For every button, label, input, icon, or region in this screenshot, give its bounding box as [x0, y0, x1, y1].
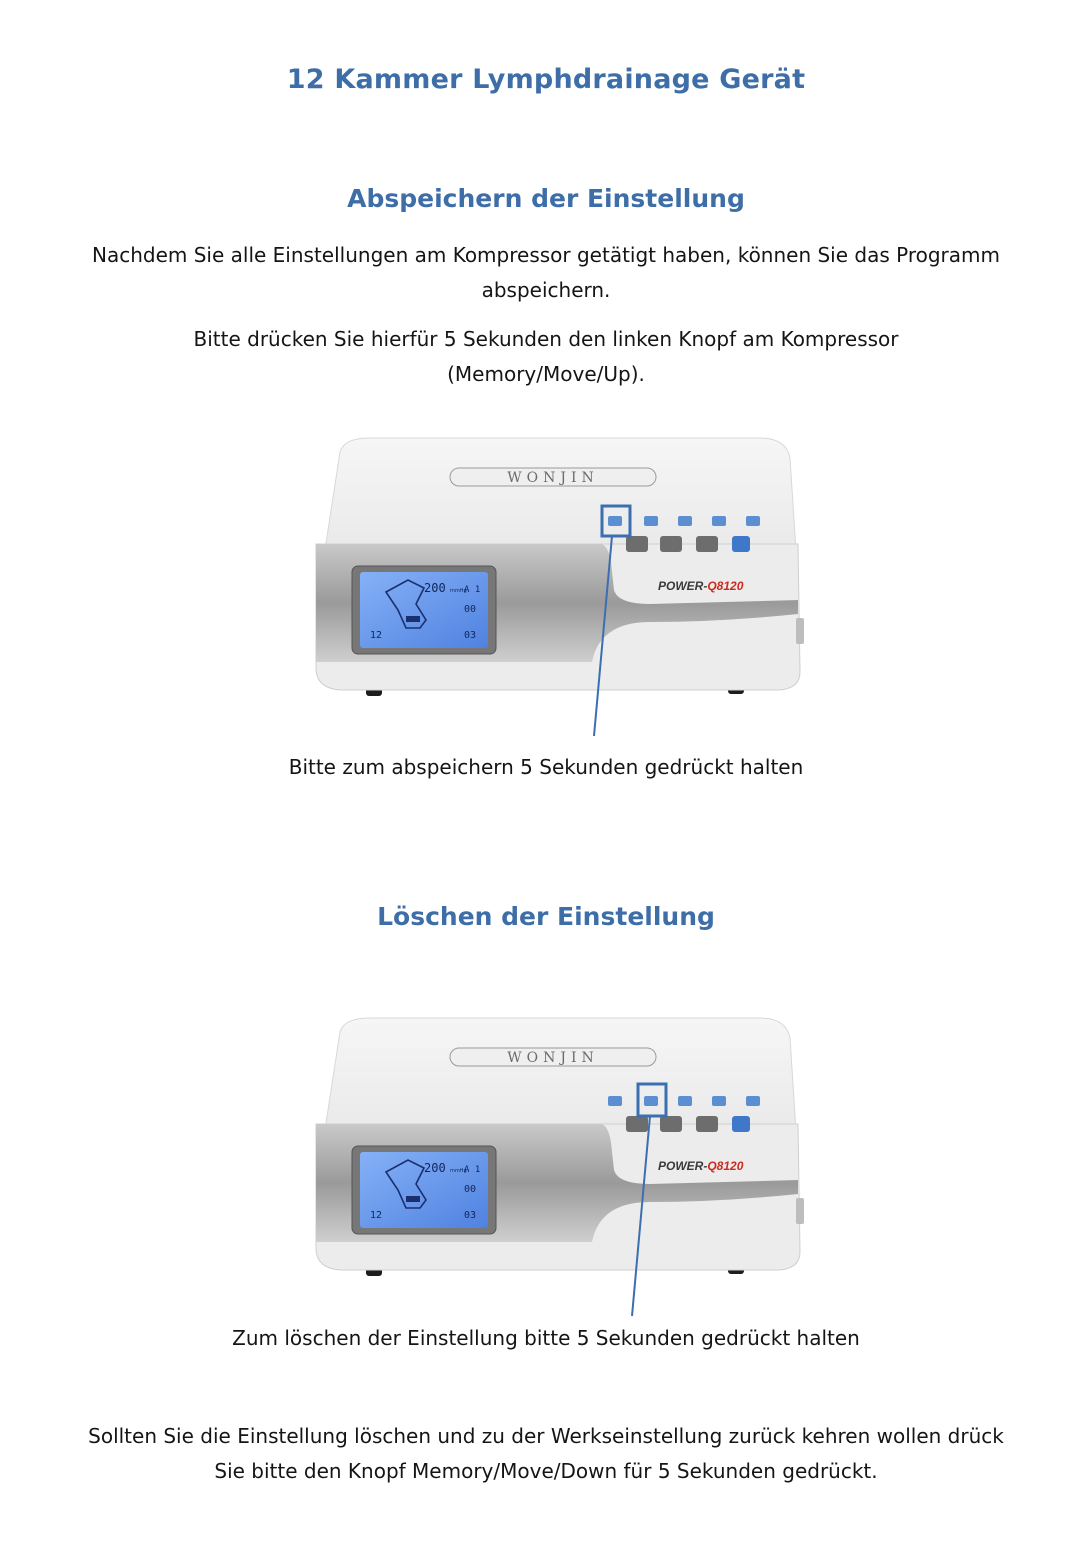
power-button[interactable] — [732, 536, 750, 552]
control-key[interactable] — [660, 536, 682, 552]
section-heading-delete: Löschen der Einstellung — [377, 902, 715, 931]
paragraph-line: Sie bitte den Knopf Memory/Move/Down für 5 Sekunden gedrückt. — [214, 1459, 878, 1483]
down-button[interactable] — [712, 1096, 726, 1106]
lcd-pressure-unit: mmHg — [450, 1168, 467, 1174]
model-label: POWER-Q8120 — [658, 1159, 744, 1173]
figure-caption-delete: Zum löschen der Einstellung bitte 5 Sekunden gedrückt halten — [232, 1326, 860, 1350]
control-key[interactable] — [696, 536, 718, 552]
up-button[interactable] — [746, 1096, 760, 1106]
paragraph-line: Nachdem Sie alle Einstellungen am Kompressor getätigt haben, können Sie das Programm — [92, 243, 1000, 267]
lcd-mode: A 1 — [464, 585, 481, 595]
control-key[interactable] — [696, 1116, 718, 1132]
lcd-pressure: 200 — [424, 1161, 446, 1175]
up-button[interactable] — [746, 516, 760, 526]
up-button[interactable] — [678, 516, 692, 526]
lcd-time-a: 00 — [464, 604, 477, 615]
control-key[interactable] — [626, 536, 648, 552]
paragraph-line: (Memory/Move/Up). — [447, 362, 645, 386]
paragraph-line: abspeichern. — [481, 278, 611, 302]
up-button[interactable] — [678, 1096, 692, 1106]
cuff-icon — [406, 1196, 420, 1202]
side-connector — [796, 1198, 804, 1224]
up-button[interactable] — [608, 516, 622, 526]
paragraph-save-intro — [0, 238, 1092, 308]
down-button[interactable] — [712, 516, 726, 526]
down-button[interactable] — [644, 1096, 658, 1106]
paragraph-delete-instruction — [0, 1419, 1092, 1489]
lcd-time-b: 03 — [464, 1210, 477, 1221]
power-button[interactable] — [732, 1116, 750, 1132]
lcd-time-a: 00 — [464, 1184, 477, 1195]
lcd-chambers: 12 — [370, 630, 383, 641]
section-heading-save: Abspeichern der Einstellung — [347, 184, 745, 213]
brand-label: WONJIN — [507, 1050, 599, 1066]
down-button[interactable] — [644, 516, 658, 526]
lcd-chambers: 12 — [370, 1210, 383, 1221]
control-key[interactable] — [626, 1116, 648, 1132]
device-figure-delete — [300, 1012, 810, 1322]
control-key[interactable] — [660, 1116, 682, 1132]
paragraph-line: Sollten Sie die Einstellung löschen und zu der Werkseinstellung zurück kehren wollen drück — [88, 1424, 1004, 1448]
lcd-mode: A 1 — [464, 1165, 481, 1175]
model-label: POWER-Q8120 — [658, 579, 744, 593]
up-button[interactable] — [608, 1096, 622, 1106]
figure-caption-save: Bitte zum abspeichern 5 Sekunden gedrückt halten — [288, 755, 804, 779]
side-connector — [796, 618, 804, 644]
cuff-icon — [406, 616, 420, 622]
page-title: 12 Kammer Lymphdrainage Gerät — [286, 64, 806, 95]
lcd-pressure: 200 — [424, 581, 446, 595]
lcd-time-b: 03 — [464, 630, 477, 641]
paragraph-line: Bitte drücken Sie hierfür 5 Sekunden den linken Knopf am Kompressor — [193, 327, 899, 351]
device-figure-save — [300, 432, 810, 742]
paragraph-save-instruction — [0, 322, 1092, 392]
lcd-pressure-unit: mmHg — [450, 588, 467, 594]
brand-label: WONJIN — [507, 470, 599, 486]
